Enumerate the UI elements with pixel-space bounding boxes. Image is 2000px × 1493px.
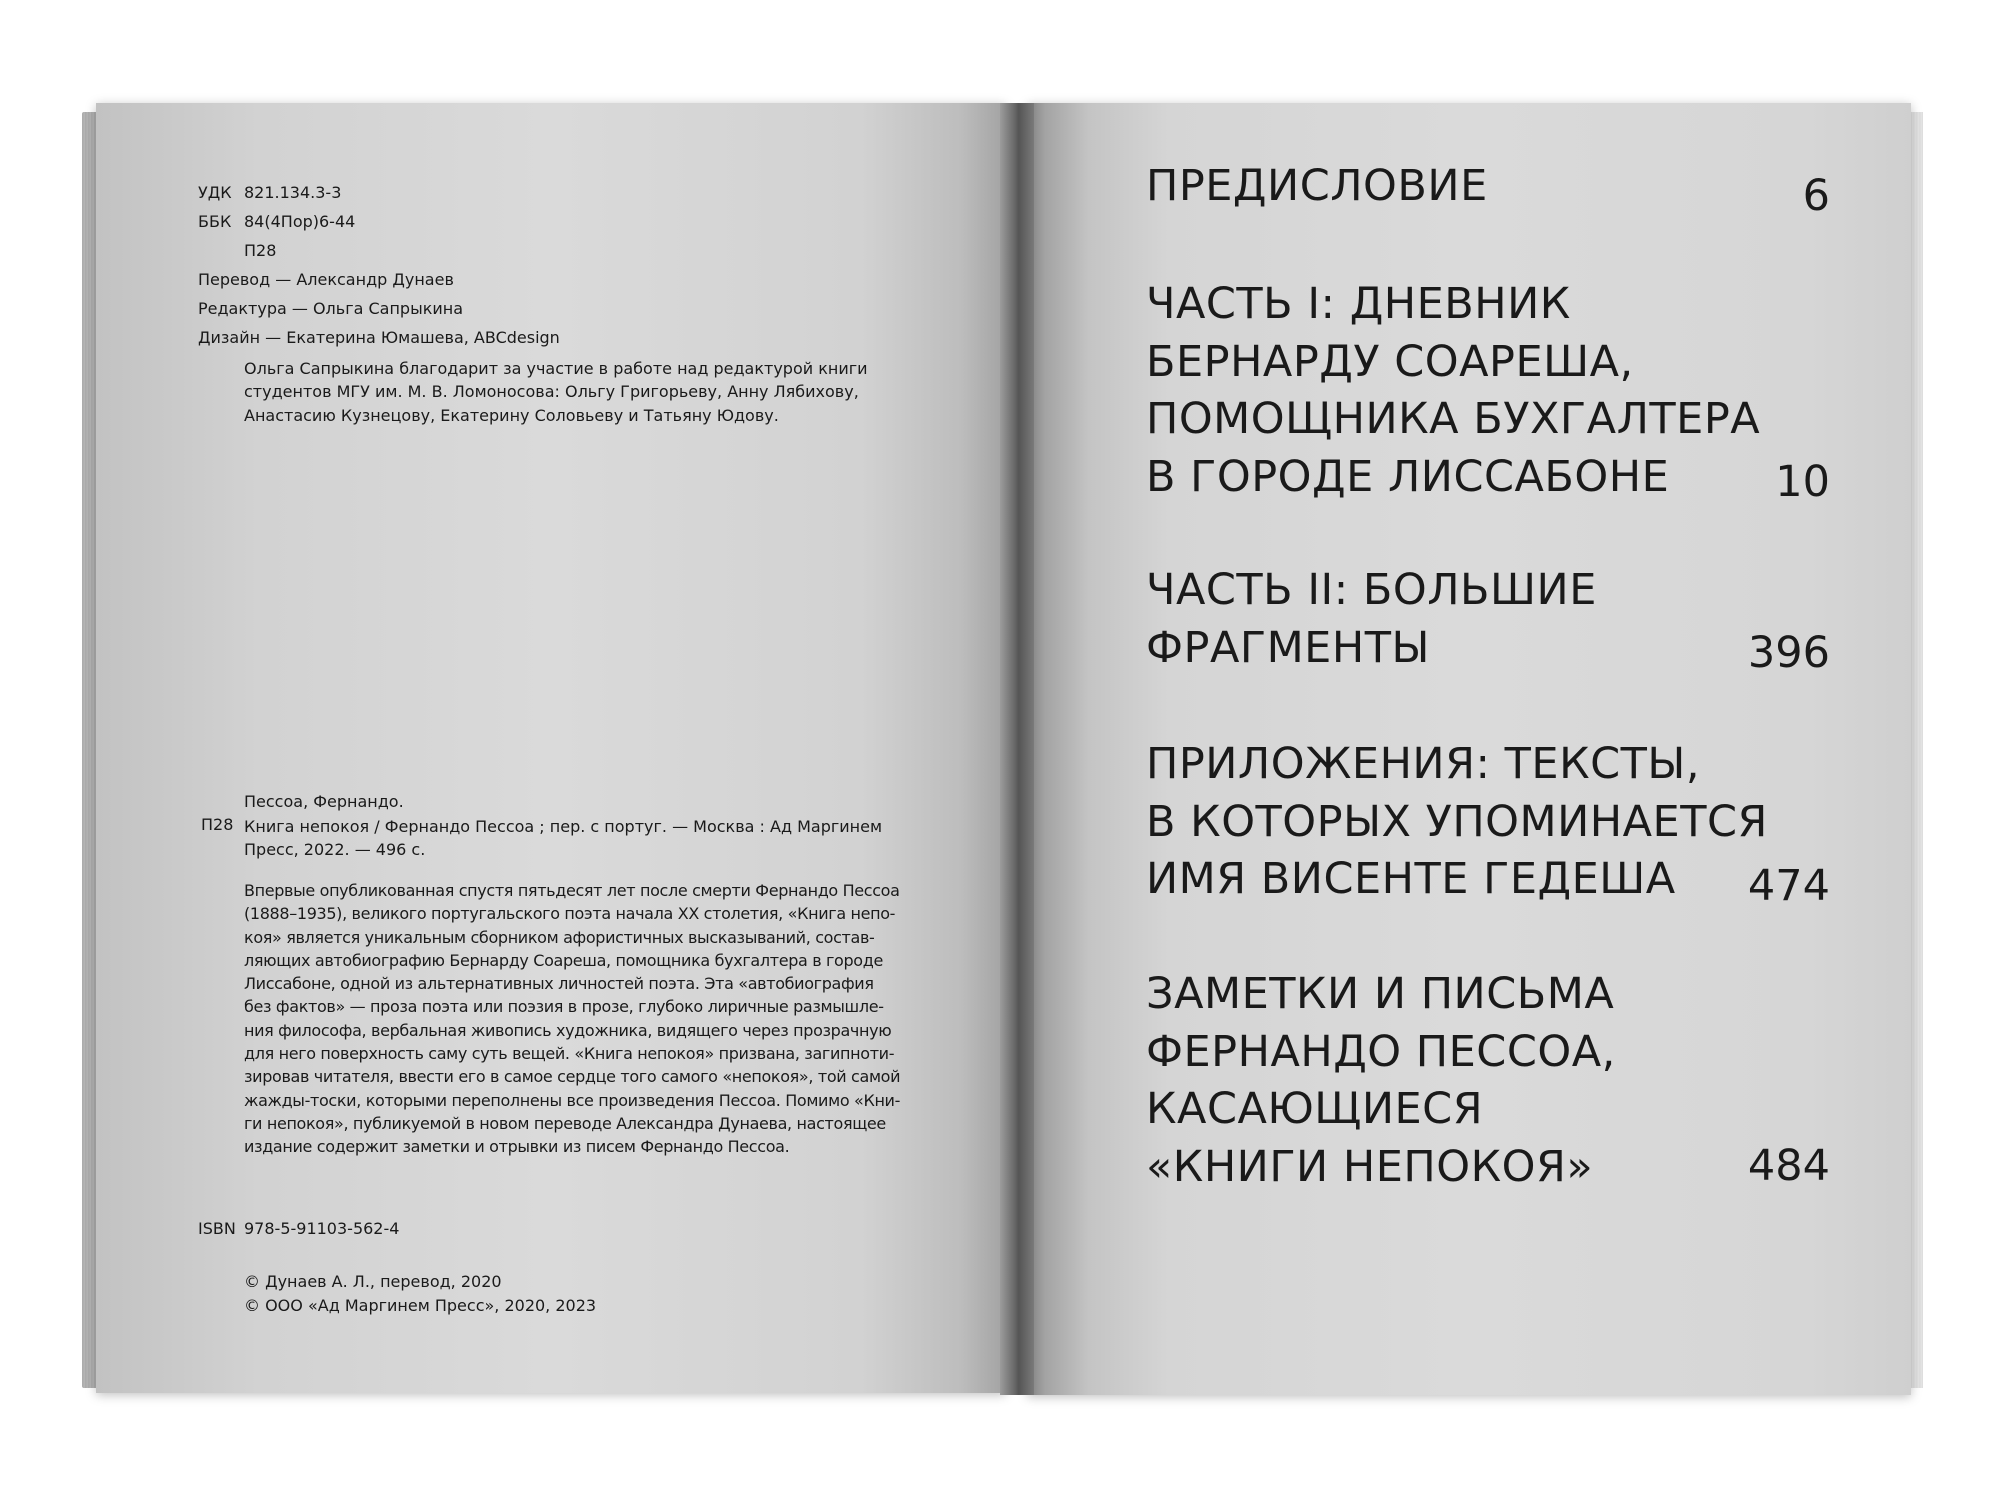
acknowledgement-line: студентов МГУ им. М. В. Ломоносова: Ольгу Григорьеву, Анну Лябихову,: [244, 382, 859, 402]
annotation-line: жажды-тоски, которыми переполнены все произведения Пессоа. Помимо «Кни-: [244, 1090, 901, 1110]
toc-entry-line: ЧАСТЬ II: БОЛЬШИЕ: [1146, 565, 1597, 615]
translator-credit: Перевод — Александр Дунаев: [198, 270, 454, 289]
toc-entry-line: «КНИГИ НЕПОКОЯ»: [1146, 1141, 1594, 1192]
annotation-line: ляющих автобиографию Бернарду Соареша, помощника бухгалтера в городе: [244, 950, 883, 970]
annotation-line: для него поверхность саму суть вещей. «Книга непокоя» призвана, загипноти-: [244, 1044, 895, 1064]
toc-entry-line: ПРЕДИСЛОВИЕ: [1146, 161, 1488, 211]
annotation-line: ги непокоя», публикуемой в новом переводе Александра Дунаева, настоящее: [244, 1113, 886, 1133]
toc-entry-line: ПОМОЩНИКА БУХГАЛТЕРА: [1146, 394, 1761, 444]
acknowledgement-line: Анастасию Кузнецову, Екатерину Соловьеву и Татьяну Юдову.: [244, 405, 779, 425]
isbn-value: 978-5-91103-562-4: [244, 1219, 400, 1238]
catalog-author: Пессоа, Фернандо.: [244, 792, 404, 811]
bbk-label: ББК: [198, 212, 232, 231]
annotation-line: издание содержит заметки и отрывки из писем Фернандо Пессоа.: [244, 1137, 790, 1157]
toc-page-number: 484: [1747, 1141, 1830, 1191]
copyright-line: © Дунаев А. Л., перевод, 2020: [244, 1272, 502, 1291]
bbk-value: 84(4Пор)6-44: [244, 212, 356, 231]
toc-entry-line: В ГОРОДЕ ЛИССАБОНЕ: [1146, 451, 1670, 502]
toc-page-number: 6: [1802, 171, 1830, 221]
annotation-line: зировав читателя, ввести его в самое сердце того самого «непокоя», той самой: [244, 1067, 901, 1087]
catalog-line: Книга непокоя / Фернандо Пессоа ; пер. с португ. — Москва : Ад Маргинем: [244, 817, 883, 836]
toc-entry-line: ПРИЛОЖЕНИЯ: ТЕКСТЫ,: [1146, 739, 1700, 789]
udk-label: УДК: [198, 183, 232, 202]
isbn-label: ISBN: [198, 1219, 236, 1238]
annotation-line: ния философа, вербальная живопись художника, видящего через прозрачную: [244, 1020, 892, 1040]
toc-entry-line: КАСАЮЩИЕСЯ: [1146, 1084, 1484, 1134]
toc-entry-line: ФЕРНАНДО ПЕССОА,: [1146, 1026, 1616, 1077]
catalog-mark: П28: [201, 815, 234, 834]
editor-credit: Редактура — Ольга Сапрыкина: [198, 299, 464, 318]
annotation-line: (1888–1935), великого португальского поэта начала XX столетия, «Книга непо-: [244, 904, 896, 924]
toc-page-number: 474: [1747, 861, 1830, 911]
toc-entry-line: ЧАСТЬ I: ДНЕВНИК: [1146, 279, 1571, 329]
toc-entry-line: ЗАМЕТКИ И ПИСЬМА: [1146, 969, 1615, 1019]
annotation-text: [244, 879, 900, 1159]
author-mark: П28: [244, 241, 277, 260]
toc-page-number: 10: [1775, 457, 1830, 507]
annotation-line: Лиссабоне, одной из альтернативных личностей поэта. Эта «автобиография: [244, 974, 874, 994]
designer-credit: Дизайн — Екатерина Юмашева, ABCdesign: [198, 328, 560, 347]
toc-page-number: 396: [1747, 628, 1830, 678]
catalog-description: [244, 815, 882, 862]
toc-entry-line: ФРАГМЕНТЫ: [1146, 622, 1430, 673]
copyright-block: [244, 1270, 596, 1318]
acknowledgement-line: Ольга Сапрыкина благодарит за участие в работе над редактурой книги: [244, 359, 868, 378]
toc-entry-line: БЕРНАРДУ СОАРЕША,: [1146, 336, 1634, 387]
book-gutter: [1000, 103, 1034, 1395]
copyright-line: © ООО «Ад Маргинем Пресс», 2020, 2023: [244, 1296, 597, 1315]
toc-entry-line: ИМЯ ВИСЕНТЕ ГЕДЕША: [1146, 854, 1676, 904]
toc-entry-line: В КОТОРЫХ УПОМИНАЕТСЯ: [1146, 796, 1768, 847]
annotation-line: без фактов» — проза поэта или поэзия в прозе, глубоко лиричные размышле-: [244, 997, 884, 1017]
udk-value: 821.134.3-3: [244, 183, 342, 202]
annotation-line: Впервые опубликованная спустя пятьдесят лет после смерти Фернандо Пессоа: [244, 881, 900, 900]
annotation-line: коя» является уникальным сборником афористичных высказываний, состав-: [244, 927, 875, 947]
left-page: [96, 103, 1006, 1393]
acknowledgement-text: [244, 357, 868, 427]
catalog-line: Пресс, 2022. — 496 с.: [244, 840, 426, 860]
